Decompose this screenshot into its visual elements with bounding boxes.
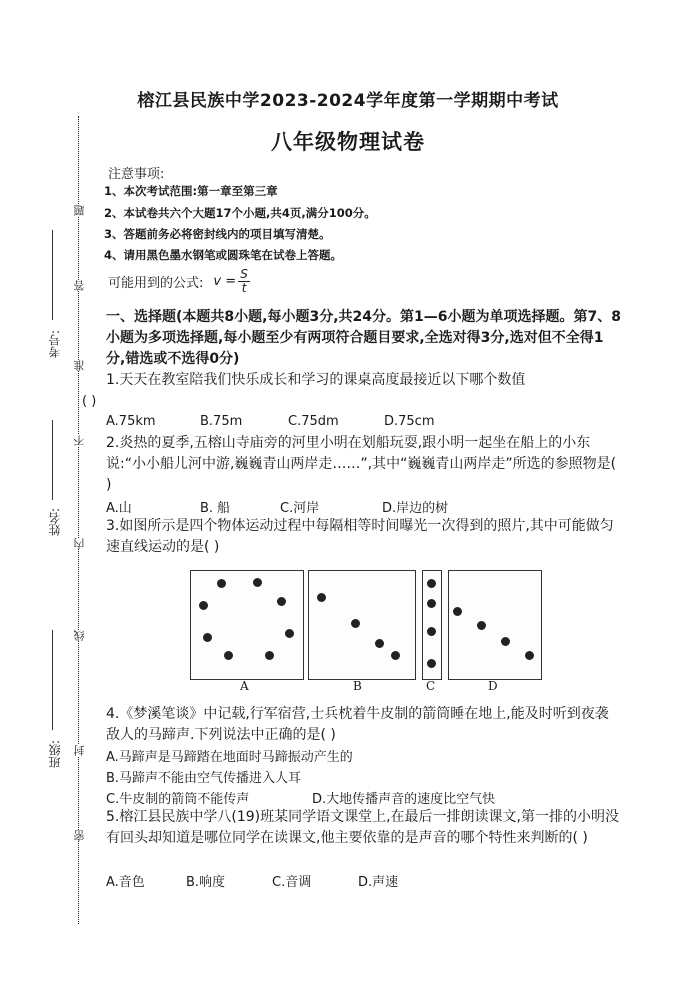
figure-label-d: D — [488, 679, 498, 693]
formula-label: 可能用到的公式: — [108, 276, 204, 291]
question-2-stem: 2.炎热的夏季,五榕山寺庙旁的河里小明在划船玩耍,跟小明一起坐在船上的小东说:“小小船儿河中游,巍巍青山两岸走……”,其中“巍巍青山两岸走”所选的参照物是( ) — [106, 435, 617, 493]
option[interactable]: B.响度 — [186, 875, 226, 890]
option[interactable]: B. 船 — [200, 501, 231, 516]
photo-dot — [317, 593, 326, 602]
figure-label-a: A — [240, 679, 249, 693]
seal-char: 不 — [73, 435, 86, 446]
seal-char: 准 — [73, 360, 86, 371]
photo-dot — [427, 659, 436, 668]
exam-number-label: 考号: — [48, 330, 62, 359]
photo-dot — [265, 651, 274, 660]
note-item: 1、本次考试范围:第一章至第三章 — [104, 184, 278, 198]
photo-box-d — [448, 570, 542, 680]
photo-dot — [453, 607, 462, 616]
option[interactable]: D.声速 — [358, 875, 399, 890]
question-4-stem: 4.《梦溪笔谈》中记载,行军宿营,士兵枕着牛皮制的箭筒睡在地上,能及时听到夜袭敌人的马蹄声.下列说法中正确的是( ) — [106, 706, 609, 743]
photo-dot — [203, 633, 212, 642]
option[interactable]: C.75dm — [288, 414, 339, 429]
question-5-options — [106, 871, 398, 890]
figure-label-c: C — [426, 679, 436, 693]
photo-dot — [285, 629, 294, 638]
option[interactable]: C.牛皮制的箭筒不能传声 — [106, 792, 250, 807]
question-1-stem: 1.天天在教室陪我们快乐成长和学习的课桌高度最接近以下哪个数值 — [106, 372, 526, 388]
figure-label-b: B — [353, 679, 362, 693]
option[interactable]: A.75km — [106, 414, 156, 429]
photo-dot — [427, 599, 436, 608]
note-item: 2、本试卷共六个大题17个小题,共4页,满分100分。 — [104, 206, 376, 220]
seal-char: 内 — [73, 538, 86, 549]
question-3-stem: 3.如图所示是四个物体运动过程中每隔相等时间曝光一次得到的照片,其中可能做匀速直线运动的是( ) — [106, 518, 614, 555]
photo-dot — [525, 651, 534, 660]
photo-dot — [199, 601, 208, 610]
seal-char: 题 — [73, 205, 86, 216]
section-heading: 一、选择题(本题共8小题,每小题3分,共24分。第1—6小题为单项选择题。第7、8小题为多项选择题,每小题至少有两项符合题目要求,全选对得3分,选对但不全得1分,错选或不选得0分) — [106, 309, 621, 367]
formula-line — [108, 268, 250, 295]
seal-dotted-line — [78, 116, 80, 924]
question-1-answer-paren: ( ) — [82, 394, 97, 409]
formula-denominator: t — [241, 281, 247, 295]
option[interactable]: C.河岸 — [280, 501, 320, 516]
photo-dot — [253, 578, 262, 587]
note-item: 4、请用黑色墨水钢笔或圆珠笔在试卷上答题。 — [104, 248, 342, 262]
question-4-option-a — [106, 746, 353, 765]
question-4-options-cd — [106, 788, 495, 807]
option[interactable]: D.岸边的树 — [382, 501, 449, 516]
option[interactable]: C.音调 — [272, 875, 312, 890]
formula-fraction — [238, 268, 250, 295]
seal-char: 密 — [73, 830, 86, 841]
class-label: 班级: — [48, 740, 62, 769]
photo-dot — [217, 579, 226, 588]
photo-dot — [477, 621, 486, 630]
question-2-options — [106, 497, 448, 516]
name-field[interactable] — [52, 420, 54, 500]
exam-number-field[interactable] — [52, 230, 54, 320]
question-1-options — [106, 414, 435, 429]
photo-dot — [277, 597, 286, 606]
class-field[interactable] — [52, 630, 54, 730]
photo-box-a — [190, 570, 304, 680]
photo-dot — [427, 627, 436, 636]
motion-photos-figure — [190, 566, 514, 696]
name-label: 姓名: — [48, 508, 62, 537]
notes-heading: 注意事项: — [108, 167, 165, 182]
photo-dot — [391, 651, 400, 660]
option[interactable]: A.音色 — [106, 875, 145, 890]
photo-dot — [427, 579, 436, 588]
photo-dot — [224, 651, 233, 660]
note-item: 3、答题前务必将密封线内的项目填写清楚。 — [104, 227, 331, 241]
paper-title: 八年级物理试卷 — [271, 130, 425, 154]
option[interactable]: D.75cm — [384, 414, 435, 429]
photo-dot — [375, 639, 384, 648]
option[interactable]: A.山 — [106, 501, 132, 516]
option[interactable]: B.75m — [200, 414, 243, 429]
question-4-option-b — [106, 767, 301, 786]
option[interactable]: D.大地传播声音的速度比空气快 — [312, 792, 496, 807]
seal-char: 线 — [73, 630, 86, 641]
seal-char: 答 — [73, 280, 86, 291]
option[interactable]: B.马蹄声不能由空气传播进入人耳 — [106, 771, 302, 786]
school-exam-title: 榕江县民族中学2023-2024学年度第一学期期中考试 — [137, 91, 559, 111]
photo-dot — [351, 619, 360, 628]
option[interactable]: A.马蹄声是马蹄踏在地面时马蹄振动产生的 — [106, 750, 353, 765]
photo-box-c — [422, 570, 442, 680]
seal-char: 封 — [73, 745, 86, 756]
formula-lhs: v = — [213, 274, 237, 289]
photo-dot — [501, 637, 510, 646]
photo-box-b — [308, 570, 416, 680]
question-5-stem: 5.榕江县民族中学八(19)班某同学语文课堂上,在最后一排朗读课文,第一排的小明没有回头却知道是哪位同学在读课文,他主要依靠的是声音的哪个特性来判断的( ) — [106, 809, 619, 846]
formula-numerator: S — [240, 267, 248, 281]
